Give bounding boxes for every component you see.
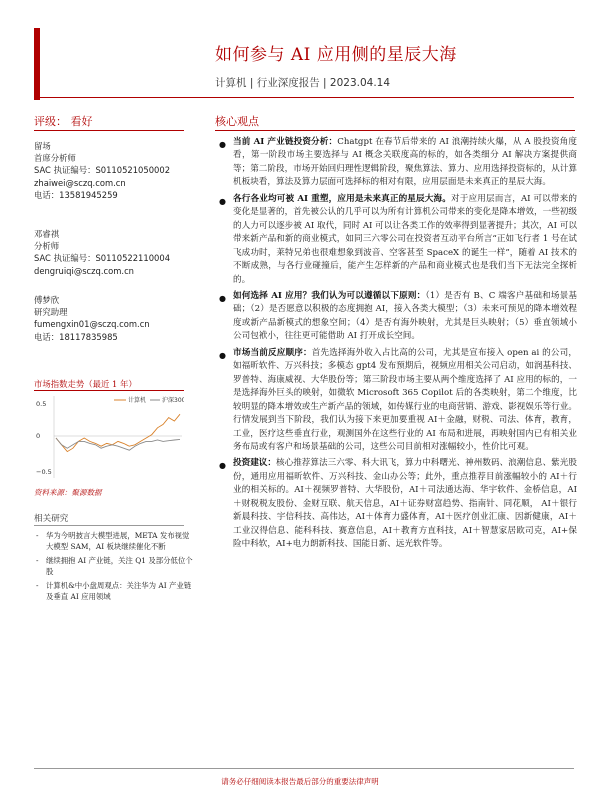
bullet-text: 核心推荐算法三六零、科大讯飞，算力中科曙光、神州数码、浪潮信息、紫光股份，通用应用福昕软件、万兴科技、金山办公等；此外，重点推荐目前涨幅较小的 AI＋行业的相关标的。AI＋视频罗普特、大华股份，AI＋司法通达海、华宇软件、金桥信息，AI＋财税税友股份、金财互联、航天信息，AI＋证券财富趋势、指南针、同花顺， AI＋银行新晨科技、宇信科技、高伟达，AI＋体育力盛体育，AI＋医疗创业汇康、因新健康，AI＋工业汉得信息、能科科技、赛意信息，AI＋教育方直科技，AI＋智慧家居欧司克，AI+保险中科软，AI+电力朗新科技、国能日新、远光软件等。 <box>233 458 577 550</box>
bullet-item <box>219 347 577 455</box>
report-title: 如何参与 AI 应用侧的星辰大海 <box>215 45 457 65</box>
header-divider <box>34 97 574 98</box>
chart-source: 资料来源：聚源数据 <box>34 488 102 497</box>
bullet-text: 首先选择海外收入占比高的公司，尤其是宣布接入 open ai 的公司，如福昕软件、万兴科技；多模态 gpt4 发布预期后，视频应用相关公司启动，如润基科技、罗普特、海康威视、大华股份等；第三阶段市场主要从两个维度选择了 AI 应用的标的，一是选择海外巨头的映射，如微软 Microsoft 365 Copilot 后的各类映射，第二个维度，比较明显的降本增效或生产新产品的领域，如传媒行业的电商营销、游戏、影视娱乐等行业。行情发展到当下阶段，我们认为接下来更加要重视 AI＋金融，财税、司法、体育，教育，工业，医疗这些垂直行业，观测国外在这些行业的 AI 布局和进展，再映射国内已有相关业务布局或有客户和场景基础的公司，这些公司目前相对涨幅较小，性价比可观。 <box>233 347 577 452</box>
series-line-hs300 <box>56 438 180 450</box>
analyst-email[interactable]: zhaiwei@sczq.com.cn <box>34 177 126 188</box>
core-bullets <box>219 136 577 555</box>
legend-label-hs300: 沪深300 <box>162 397 184 404</box>
analyst-name: 邓睿祺 <box>34 229 60 239</box>
analyst-block <box>34 294 209 343</box>
market-index-chart <box>34 392 184 484</box>
bullet-item <box>219 136 577 190</box>
bullet-icon: ● <box>219 196 226 206</box>
bullet-text: （1）是否有 B、C 端客户基础和场景基础；（2）是否愿意以积极的态度拥抱 AI，接入各类大模型；（3）未来可预见的降本增效程度或新产品新模式的想象空间；（4）是否有海外映射，尤其是巨头映射；（5）垂直领域小公司包袱小，往往更可能借助 AI 打开成长空间。 <box>233 290 577 342</box>
y-tick-label: 0.5 <box>36 400 47 408</box>
bullet-icon: ● <box>219 461 226 471</box>
analyst-cert: SAC 执证编号：S0110521050002 <box>34 165 171 176</box>
analyst-email[interactable]: dengruiqi@sczq.com.cn <box>34 265 134 276</box>
bullet-text: Chatgpt 在春节后带来的 AI 浪潮持续火爆，从 A 股投资角度看，第一阶段市场主要选择与 AI 概念关联度高的标的，如各类细分 AI 解决方案提供商等；第二阶段，市场开始回归理性逻辑阶段，聚焦算法、算力、应用选择投资标的，从计算机板块看，算法及算力层面可选择标的相对有限，应用层面是未来真正的星辰大海。 <box>233 137 578 188</box>
bullet-item <box>219 193 577 287</box>
chart-title: 市场指数走势（最近 1 年） <box>34 379 137 389</box>
bullet-item <box>219 290 577 344</box>
rating-divider <box>34 130 184 131</box>
rating-label: 评级： 看好 <box>34 115 93 128</box>
bullet-heading: 市场当前反应顺序： <box>233 347 312 358</box>
bullet-icon: ● <box>219 350 226 360</box>
analyst-name: 傅梦欣 <box>34 295 60 305</box>
y-tick-label: 0 <box>36 432 41 440</box>
analyst-email[interactable]: fumengxin01@sczq.com.cn <box>34 319 150 330</box>
bullet-heading: 投资建议： <box>233 458 276 469</box>
header-accent-bar <box>34 28 40 100</box>
core-views-title: 核心观点 <box>215 115 259 128</box>
y-tick-label: −0.5 <box>36 468 52 476</box>
bullet-heading: 各行各业均可被 AI 重塑，应用是未来真正的星辰大海。 <box>233 193 452 204</box>
analyst-phone: 电话：18117835985 <box>34 331 118 342</box>
legal-footer: 请务必仔细阅读本报告最后部分的重要法律声明 <box>221 777 379 786</box>
related-item[interactable]: - 计算机&中小盘周观点：关注华为 AI 产业链及垂直 AI 应用领域 <box>34 580 194 602</box>
related-item[interactable]: - 华为今明披言大模型进展，META 发布视觉大模型 SAM，AI 板块继续催化不断 <box>34 530 194 552</box>
legend-label-computer: 计算机 <box>128 397 147 404</box>
chart-divider <box>34 390 184 391</box>
bullet-heading: 如何选择 AI 应用？我们认为可以遵循以下原则： <box>233 290 426 301</box>
analyst-phone: 电话：13581945259 <box>34 189 118 200</box>
core-divider <box>215 130 575 131</box>
related-title: 相关研究 <box>34 514 69 524</box>
analyst-name: 留场 <box>34 141 51 151</box>
bullet-heading: 当前 AI 产业链投资分析： <box>233 137 338 147</box>
related-divider <box>34 525 184 526</box>
bullet-item <box>219 457 577 551</box>
related-list <box>34 530 194 605</box>
analyst-block <box>34 228 209 277</box>
analyst-cert: SAC 执证编号：S0110522110004 <box>34 253 171 264</box>
bullet-icon: ● <box>219 293 226 303</box>
report-subtitle: 计算机 | 行业深度报告 | 2023.04.14 <box>215 77 391 89</box>
bullet-text: 对于应用层而言，AI 可以带来的变化是显著的，首先被公认的几乎可以为所有计算机公司带来的变化是降本增效，一些初级的人力可以逐步被 AI 取代，同时 AI 可以让各类工作的效率得到显著提升；其次，AI 可以带来新产品和新的商业模式，如同三六零公司在投资者互动平台所言“正如飞行者 1 号在试飞成功时，莱特兄弟也很难想象到波音、空客甚至 SpaceX 的诞生一样”，随着 AI 技术的不断成熟，与各行业碰撞后，能产生怎样新的产品和商业模式也是我们当下无法完全探析的。 <box>233 193 577 285</box>
analyst-role: 分析师 <box>34 241 60 252</box>
footer-divider <box>34 768 574 769</box>
analyst-role: 首席分析师 <box>34 153 76 164</box>
analyst-block <box>34 140 209 201</box>
related-item[interactable]: - 继续拥抱 AI 产业链，关注 Q1 及部分低位个股 <box>34 555 194 577</box>
chart-svg <box>34 392 184 484</box>
analyst-role: 研究助理 <box>34 307 68 318</box>
bullet-icon: ● <box>219 140 226 149</box>
